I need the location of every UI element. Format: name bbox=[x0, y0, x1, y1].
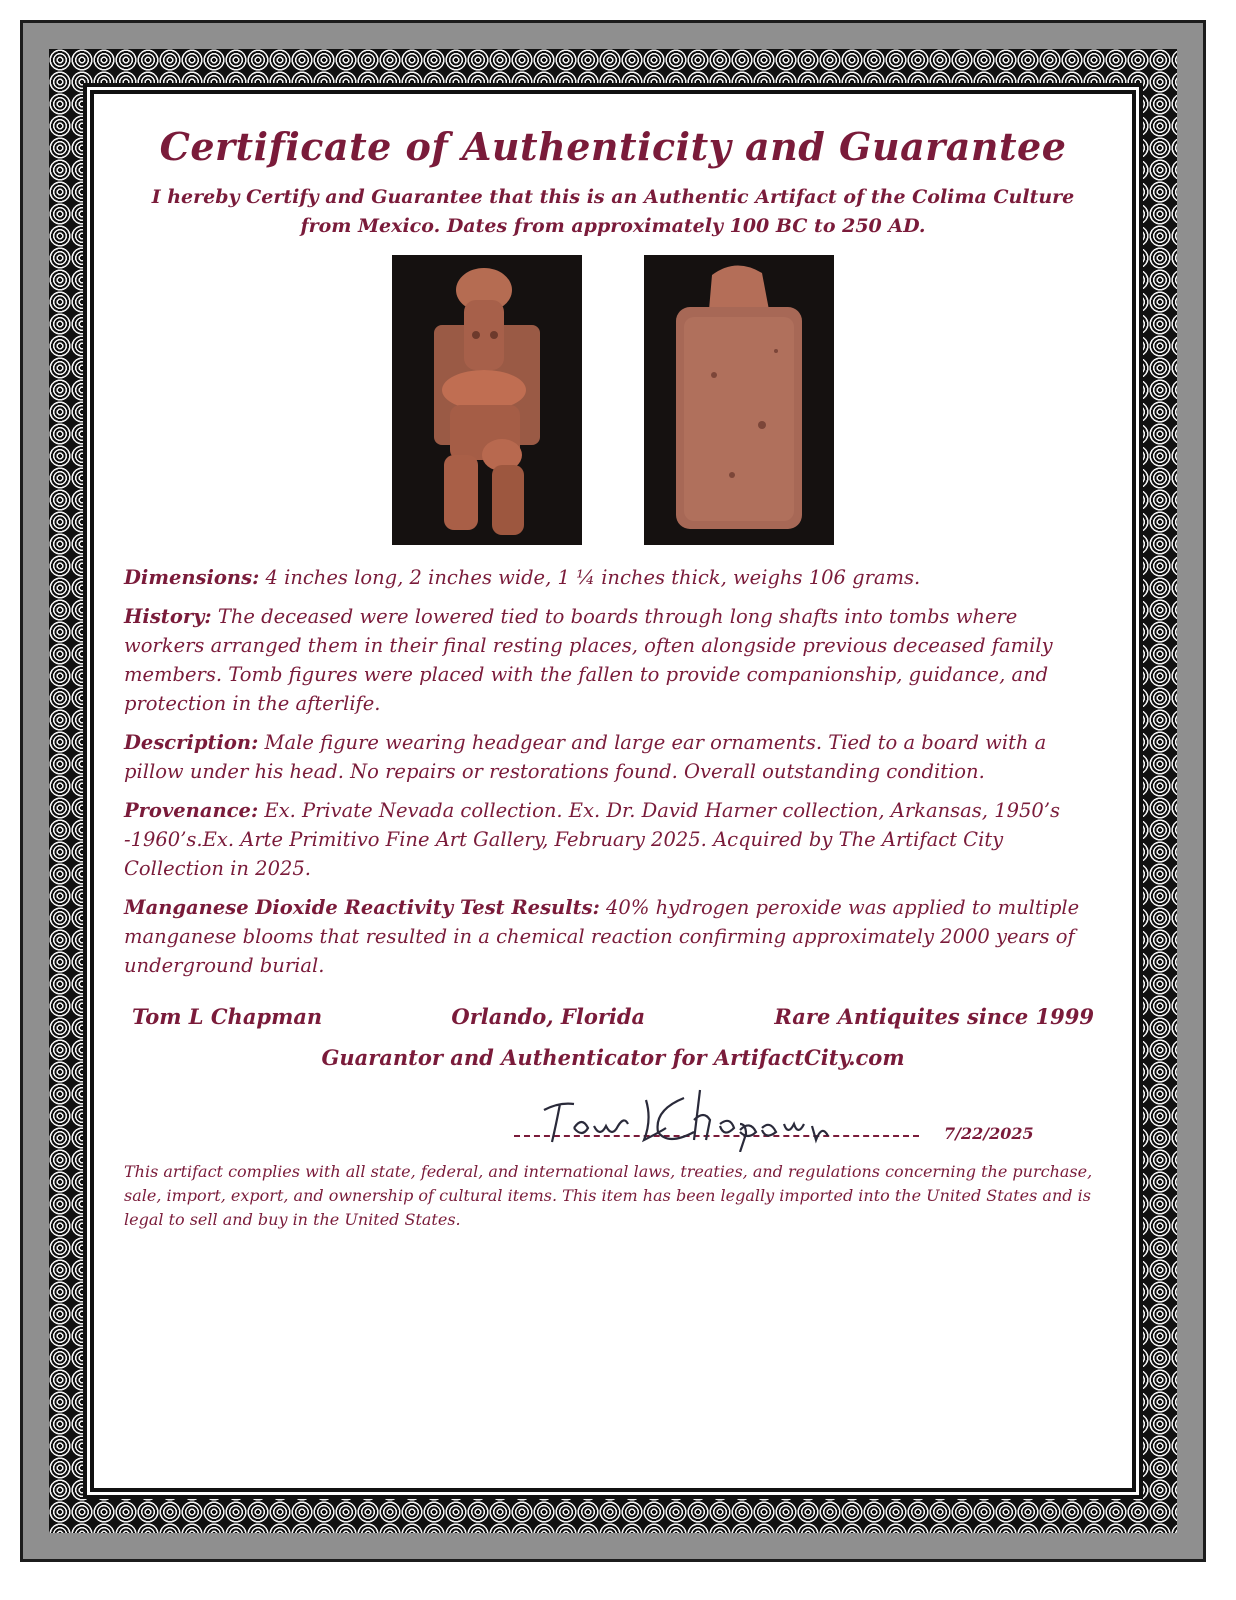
signer-name: Tom L Chapman bbox=[132, 1004, 323, 1029]
provenance-paragraph bbox=[124, 796, 1102, 883]
manganese-test-text: 40% hydrogen peroxide was applied to multiple manganese blooms that resulted in a chemical reaction confirming approximately 2000 years of underground burial. bbox=[124, 896, 1080, 977]
figure-front-image bbox=[392, 255, 582, 545]
description-text: Male figure wearing headgear and large ear ornaments. Tied to a board with a pillow under his head. No repairs or restorations found. Overall outstanding condition. bbox=[124, 731, 1047, 783]
manganese-test-label: Manganese Dioxide Reactivity Test Results: bbox=[124, 896, 600, 919]
figure-back-image bbox=[644, 255, 834, 545]
certificate-panel bbox=[94, 94, 1132, 1488]
description-paragraph bbox=[124, 728, 1102, 786]
history-label: History: bbox=[124, 605, 212, 628]
signature-date: 7/22/2025 bbox=[944, 1124, 1034, 1143]
dimensions-label: Dimensions: bbox=[124, 566, 260, 589]
artifact-back-photo bbox=[644, 255, 834, 545]
signer-since: Rare Antiquites since 1999 bbox=[774, 1004, 1094, 1029]
provenance-text: Ex. Private Nevada collection. Ex. Dr. David Harner collection, Arkansas, 1950’s -1960’s.Ex. Arte Primitivo Fine Art Gallery, February 2025. Acquired by The Artifact City Collection in 2025. bbox=[124, 799, 1061, 880]
certificate-title: Certificate of Authenticity and Guarantee bbox=[159, 124, 1067, 169]
guarantor-line: Guarantor and Authenticator for ArtifactCity.com bbox=[321, 1045, 905, 1070]
history-paragraph bbox=[124, 602, 1102, 718]
artifact-photos bbox=[124, 255, 1102, 545]
dimensions-paragraph bbox=[124, 563, 1102, 592]
provenance-label: Provenance: bbox=[124, 799, 259, 822]
manganese-test-paragraph bbox=[124, 893, 1102, 980]
inner-frame bbox=[83, 83, 1143, 1499]
signer-info bbox=[132, 1004, 1094, 1029]
signature-row bbox=[124, 1080, 1102, 1150]
certificate-page bbox=[20, 20, 1206, 1562]
handwritten-signature bbox=[534, 1080, 874, 1152]
legal-compliance-statement: This artifact complies with all state, federal, and international laws, treaties, and regulations concerning the purchase, sale, import, export, and ownership of cultural items. This item has been legally imported into the United States and is legal to sell and buy in the United States. bbox=[124, 1162, 1093, 1229]
signer-location: Orlando, Florida bbox=[451, 1004, 646, 1029]
description-label: Description: bbox=[124, 731, 259, 754]
dimensions-text: 4 inches long, 2 inches wide, 1 ¼ inches thick, weighs 106 grams. bbox=[259, 566, 921, 589]
certification-statement: I hereby Certify and Guarantee that this is an Authentic Artifact of the Colima Culture from Mexico. Dates from approximately 100 BC to 250 AD. bbox=[151, 186, 1075, 237]
history-text: The deceased were lowered tied to boards through long shafts into tombs where workers arranged them in their final resting places, often alongside previous deceased family members. Tomb figures were placed with the fallen to provide companionship, guidance, and protection in the afterlife. bbox=[124, 605, 1053, 715]
artifact-front-photo bbox=[392, 255, 582, 545]
